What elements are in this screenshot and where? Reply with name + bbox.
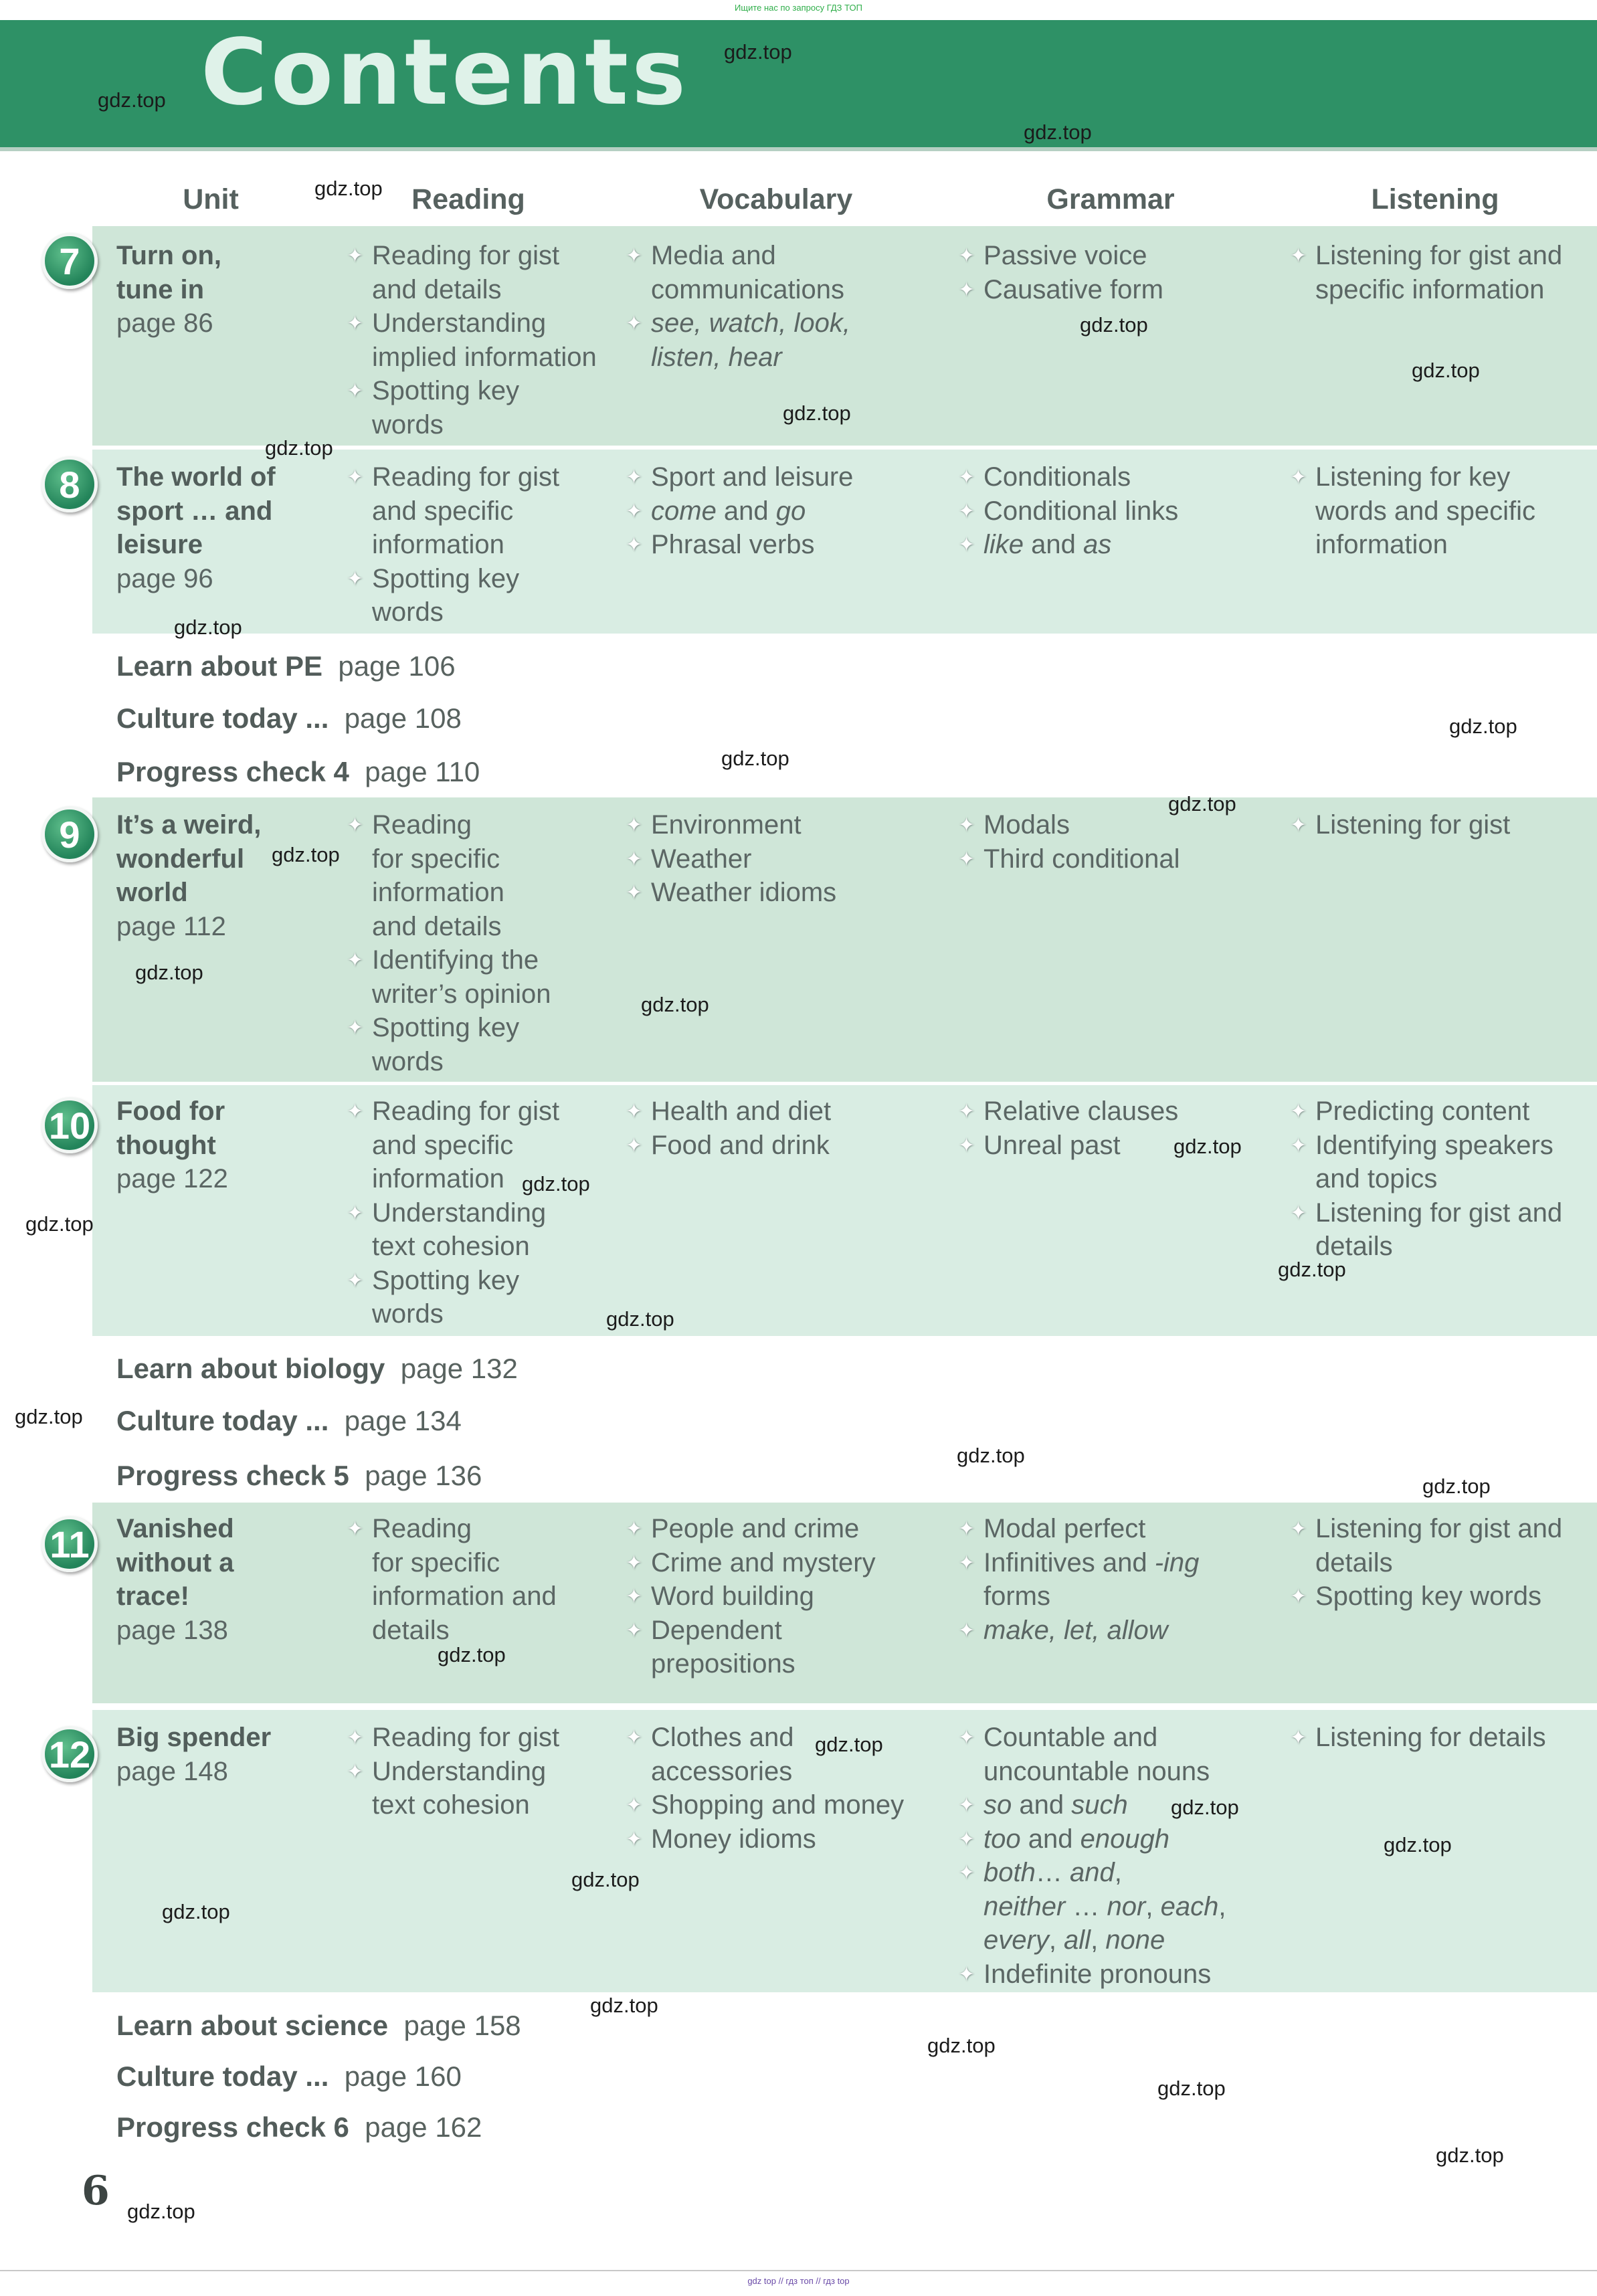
watermark: gdz.top: [15, 1405, 83, 1428]
list-item: [626, 842, 940, 876]
extra-row: [116, 702, 462, 735]
bullet-star-icon: ✦: [626, 1551, 643, 1574]
list-item-text: Listening for gist: [1315, 810, 1511, 840]
extra-row: [116, 756, 480, 788]
watermark: gdz.top: [272, 843, 340, 866]
unit-badge: 12: [41, 1726, 98, 1782]
bullet-star-icon: ✦: [626, 1828, 643, 1850]
watermark: gdz.top: [783, 401, 851, 425]
watermark: gdz.top: [1080, 313, 1148, 337]
list-item-text: Listening for gist and details: [1315, 1198, 1563, 1261]
unit-title: It’s a weird, wonderful world: [116, 810, 262, 907]
unit-badge: 8: [41, 456, 98, 512]
list-item: [958, 273, 1259, 307]
list-item-text: see, watch, look, listen, hear: [651, 308, 850, 372]
bullet-star-icon: ✦: [347, 1269, 364, 1292]
extra-label: Progress check 5: [116, 1460, 349, 1491]
unit-12-info: [116, 1721, 317, 1788]
watermark: gdz.top: [1168, 792, 1236, 816]
unit-page: page 148: [116, 1756, 228, 1786]
unit-11-vocabulary: [626, 1512, 940, 1681]
list-item: [626, 1788, 940, 1822]
watermark: gdz.top: [265, 436, 333, 460]
list-item: [347, 239, 614, 306]
unit-9-vocabulary: [626, 808, 940, 910]
list-item-text: Reading for specific information and details: [372, 810, 504, 941]
bullet-star-icon: ✦: [347, 949, 364, 971]
extra-label: Progress check 4: [116, 756, 349, 787]
bullet-star-icon: ✦: [626, 466, 643, 488]
unit-9-info: [116, 808, 317, 943]
list-item-text: Money idioms: [651, 1824, 816, 1854]
list-item-text: Weather: [651, 844, 752, 874]
watermark: gdz.top: [721, 747, 789, 770]
list-item: [958, 842, 1259, 876]
list-item-text: make, let, allow: [983, 1615, 1168, 1645]
list-item: [626, 1580, 940, 1614]
bullet-star-icon: ✦: [626, 245, 643, 267]
extra-label: Culture today ...: [116, 2061, 329, 2092]
bullet-star-icon: ✦: [347, 1017, 364, 1039]
unit-12-grammar: [958, 1721, 1259, 1991]
unit-page: page 138: [116, 1615, 228, 1645]
extra-page: page 162: [365, 2111, 482, 2143]
list-item: [958, 460, 1259, 494]
bullet-star-icon: ✦: [626, 1101, 643, 1123]
watermark: gdz.top: [314, 177, 383, 200]
column-header-grammar: Grammar: [1046, 183, 1175, 215]
extra-row: [116, 1405, 462, 1437]
bullet-star-icon: ✦: [626, 1619, 643, 1642]
watermark: gdz.top: [162, 1900, 230, 1923]
list-item-text: Word building: [651, 1582, 814, 1611]
column-header-unit: Unit: [183, 183, 239, 215]
list-item: [347, 562, 614, 630]
watermark: gdz.top: [438, 1643, 506, 1666]
extra-label: Learn about PE: [116, 650, 323, 682]
extra-label: Culture today ...: [116, 702, 329, 734]
extra-row: [116, 2061, 462, 2093]
list-item: [1290, 1094, 1591, 1129]
list-item: [626, 460, 940, 494]
list-item-text: Listening for gist and details: [1315, 1514, 1563, 1577]
list-item: [347, 374, 614, 442]
unit-8-listening: [1290, 460, 1591, 562]
unit-12-vocabulary: [626, 1721, 940, 1856]
extra-label: Learn about biology: [116, 1353, 385, 1384]
bullet-star-icon: ✦: [347, 1727, 364, 1749]
list-item-text: Environment: [651, 810, 802, 840]
column-header-listening: Listening: [1371, 183, 1499, 215]
list-item-text: Unreal past: [983, 1130, 1121, 1160]
list-item-text: Food and drink: [651, 1130, 830, 1160]
extra-label: Culture today ...: [116, 1405, 329, 1436]
list-item: [958, 1957, 1259, 1992]
bullet-star-icon: ✦: [1290, 1101, 1307, 1123]
unit-7-grammar: [958, 239, 1259, 306]
extra-page: page 158: [403, 2010, 521, 2041]
list-item-text: Reading for gist and details: [372, 241, 560, 304]
bullet-star-icon: ✦: [1290, 466, 1307, 488]
unit-11-reading: [347, 1512, 614, 1647]
list-item: [958, 1094, 1259, 1129]
list-item: [958, 1512, 1259, 1546]
list-item: [1290, 1512, 1591, 1580]
list-item-text: Conditionals: [983, 462, 1131, 492]
bullet-star-icon: ✦: [626, 1518, 643, 1540]
list-item: [626, 1546, 940, 1580]
list-item-text: Spotting key words: [372, 563, 520, 627]
bullet-star-icon: ✦: [958, 1134, 975, 1157]
list-item: [347, 1512, 614, 1647]
unit-page: page 112: [116, 911, 226, 941]
list-item-text: Media and communications: [651, 241, 845, 304]
unit-10-vocabulary: [626, 1094, 940, 1162]
unit-7-info: [116, 239, 317, 341]
list-item-text: too and enough: [983, 1824, 1170, 1854]
extra-label: Learn about science: [116, 2010, 389, 2041]
list-item: [626, 1512, 940, 1546]
list-item: [958, 494, 1259, 529]
list-item-text: Predicting content: [1315, 1096, 1530, 1126]
extra-page: page 160: [344, 2061, 462, 2092]
extra-label: Progress check 6: [116, 2111, 349, 2143]
list-item-text: so and such: [983, 1790, 1128, 1820]
list-item: [626, 1129, 940, 1163]
unit-badge: 7: [41, 233, 98, 289]
bullet-star-icon: ✦: [1290, 1202, 1307, 1224]
list-item: [958, 1546, 1259, 1614]
watermark: gdz.top: [957, 1444, 1025, 1467]
bottom-rule: [0, 2270, 1597, 2271]
list-item-text: like and as: [983, 530, 1112, 559]
bullet-star-icon: ✦: [1290, 245, 1307, 267]
bullet-star-icon: ✦: [626, 1586, 643, 1608]
list-item-text: Spotting key words: [372, 376, 520, 440]
bullet-star-icon: ✦: [347, 466, 364, 488]
watermark: gdz.top: [1449, 714, 1517, 738]
list-item: [347, 460, 614, 562]
list-item-text: Modal perfect: [983, 1514, 1146, 1543]
watermark: gdz.top: [1157, 2077, 1226, 2100]
list-item-text: Reading for specific information and details: [372, 1514, 557, 1645]
column-header-vocabulary: Vocabulary: [699, 183, 853, 215]
list-item-text: Relative clauses: [983, 1096, 1179, 1126]
bullet-star-icon: ✦: [626, 882, 643, 904]
unit-9-grammar: [958, 808, 1259, 876]
bullet-star-icon: ✦: [958, 814, 975, 836]
extra-page: page 110: [365, 756, 480, 787]
list-item-text: Phrasal verbs: [651, 530, 815, 559]
bullet-star-icon: ✦: [1290, 1586, 1307, 1608]
extra-row: [116, 1460, 482, 1492]
unit-badge: 11: [41, 1516, 98, 1572]
list-item-text: Countable and uncountable nouns: [983, 1723, 1210, 1786]
list-item: [347, 1264, 614, 1331]
bullet-star-icon: ✦: [626, 312, 643, 334]
bullet-star-icon: ✦: [1290, 1518, 1307, 1540]
list-item-text: Spotting key words: [1315, 1582, 1541, 1611]
unit-7-vocabulary: [626, 239, 940, 374]
list-item-text: Understanding implied information: [372, 308, 597, 372]
bullet-star-icon: ✦: [958, 1101, 975, 1123]
extra-page: page 132: [400, 1353, 518, 1384]
list-item-text: Causative form: [983, 274, 1163, 304]
watermark: gdz.top: [1173, 1135, 1242, 1158]
list-item-text: Shopping and money: [651, 1790, 905, 1820]
list-item: [958, 1822, 1259, 1856]
list-item-text: Infinitives and -ing forms: [983, 1547, 1200, 1611]
list-item-text: Dependent prepositions: [651, 1615, 795, 1679]
list-item: [626, 528, 940, 562]
bullet-star-icon: ✦: [958, 245, 975, 267]
bottom-note: gdz top // гдз топ // гдз top: [747, 2276, 850, 2286]
list-item-text: Spotting key words: [372, 1013, 520, 1076]
list-item: [958, 1856, 1259, 1957]
list-item: [958, 1721, 1259, 1788]
list-item: [1290, 1129, 1591, 1196]
unit-badge: 10: [41, 1097, 98, 1153]
watermark: gdz.top: [641, 993, 709, 1016]
list-item: [626, 1094, 940, 1129]
extra-row: [116, 1353, 518, 1385]
watermark: gdz.top: [1278, 1258, 1346, 1281]
bullet-star-icon: ✦: [626, 1727, 643, 1749]
bullet-star-icon: ✦: [1290, 1134, 1307, 1157]
list-item: [626, 494, 940, 529]
list-item: [626, 808, 940, 842]
watermark: gdz.top: [1412, 359, 1480, 382]
bullet-star-icon: ✦: [958, 534, 975, 556]
extra-page: page 136: [365, 1460, 482, 1491]
unit-7-reading: [347, 239, 614, 442]
bullet-star-icon: ✦: [958, 278, 975, 301]
list-item: [958, 528, 1259, 562]
list-item-text: Reading for gist and specific information: [372, 1096, 560, 1193]
list-item: [626, 306, 940, 374]
bullet-star-icon: ✦: [347, 380, 364, 402]
header-rule: [0, 147, 1597, 151]
list-item-text: Weather idioms: [651, 878, 837, 907]
watermark: gdz.top: [1024, 120, 1092, 144]
list-item-text: come and go: [651, 496, 806, 526]
list-item-text: Modals: [983, 810, 1070, 840]
list-item: [347, 306, 614, 374]
watermark: gdz.top: [927, 2034, 996, 2057]
list-item: [626, 1721, 940, 1788]
top-note: Ищите нас по запросу ГДЗ ТОП: [735, 3, 862, 13]
bullet-star-icon: ✦: [958, 1619, 975, 1642]
unit-11-listening: [1290, 1512, 1591, 1614]
bullet-star-icon: ✦: [347, 814, 364, 836]
bullet-star-icon: ✦: [347, 1202, 364, 1224]
bullet-star-icon: ✦: [958, 1963, 975, 1986]
list-item: [1290, 808, 1591, 842]
list-item: [347, 1011, 614, 1078]
watermark: gdz.top: [571, 1868, 640, 1891]
unit-title: Vanished without a trace!: [116, 1514, 234, 1611]
unit-11-grammar: [958, 1512, 1259, 1647]
list-item: [347, 808, 614, 943]
bullet-star-icon: ✦: [626, 534, 643, 556]
bullet-star-icon: ✦: [958, 848, 975, 870]
unit-8-vocabulary: [626, 460, 940, 562]
list-item-text: Reading for gist and specific information: [372, 462, 560, 559]
list-item: [1290, 239, 1591, 306]
list-item: [958, 1614, 1259, 1648]
list-item-text: both… and, neither … nor, each, every, all, none: [983, 1858, 1226, 1955]
list-item-text: Reading for gist: [372, 1723, 560, 1752]
unit-12-listening: [1290, 1721, 1591, 1755]
list-item: [347, 1721, 614, 1755]
unit-8-info: [116, 460, 317, 595]
unit-10-reading: [347, 1094, 614, 1331]
list-item: [626, 876, 940, 910]
bullet-star-icon: ✦: [958, 1518, 975, 1540]
list-item: [347, 1755, 614, 1822]
bullet-star-icon: ✦: [958, 1551, 975, 1574]
unit-page: page 122: [116, 1164, 228, 1193]
list-item-text: Listening for gist and specific information: [1315, 241, 1563, 304]
unit-7-listening: [1290, 239, 1591, 306]
watermark: gdz.top: [174, 615, 242, 639]
list-item-text: Health and diet: [651, 1096, 832, 1126]
watermark: gdz.top: [1436, 2143, 1504, 2167]
bullet-star-icon: ✦: [626, 1134, 643, 1157]
watermark: gdz.top: [1422, 1474, 1491, 1498]
bullet-star-icon: ✦: [626, 500, 643, 522]
bullet-star-icon: ✦: [626, 848, 643, 870]
list-item: [626, 239, 940, 306]
watermark: gdz.top: [25, 1212, 94, 1236]
unit-title: The world of sport … and leisure: [116, 462, 276, 559]
unit-page: page 96: [116, 563, 213, 593]
bullet-star-icon: ✦: [347, 1101, 364, 1123]
bullet-star-icon: ✦: [958, 1727, 975, 1749]
watermark: gdz.top: [1384, 1833, 1452, 1856]
list-item-text: Conditional links: [983, 496, 1179, 526]
bullet-star-icon: ✦: [958, 466, 975, 488]
extra-row: [116, 650, 456, 682]
bullet-star-icon: ✦: [347, 1760, 364, 1783]
unit-title: Food for thought: [116, 1096, 225, 1160]
list-item: [1290, 1196, 1591, 1264]
list-item-text: Spotting key words: [372, 1265, 520, 1329]
bullet-star-icon: ✦: [958, 1862, 975, 1884]
unit-badge: 9: [41, 806, 98, 862]
bullet-star-icon: ✦: [958, 500, 975, 522]
unit-title: Big spender: [116, 1723, 272, 1752]
bullet-star-icon: ✦: [1290, 1727, 1307, 1749]
list-item-text: Third conditional: [983, 844, 1180, 874]
bullet-star-icon: ✦: [347, 567, 364, 590]
page-title: Contents: [201, 20, 690, 126]
list-item-text: Identifying the writer’s opinion: [372, 945, 551, 1009]
list-item-text: Understanding text cohesion: [372, 1198, 547, 1261]
list-item: [1290, 1721, 1591, 1755]
unit-8-grammar: [958, 460, 1259, 562]
column-header-reading: Reading: [411, 183, 525, 215]
extra-page: page 108: [344, 702, 462, 734]
unit-8-reading: [347, 460, 614, 630]
list-item-text: Listening for details: [1315, 1723, 1546, 1752]
list-item-text: Understanding text cohesion: [372, 1756, 547, 1820]
list-item: [1290, 1580, 1591, 1614]
extra-row: [116, 2111, 482, 2143]
bullet-star-icon: ✦: [958, 1794, 975, 1816]
list-item-text: Passive voice: [983, 241, 1147, 270]
bullet-star-icon: ✦: [347, 245, 364, 267]
extra-row: [116, 2010, 521, 2042]
extra-page: page 106: [338, 650, 456, 682]
list-item: [347, 1196, 614, 1264]
list-item-text: Indefinite pronouns: [983, 1959, 1212, 1989]
list-item: [1290, 460, 1591, 562]
list-item-text: Sport and leisure: [651, 462, 854, 492]
list-item-text: Clothes and accessories: [651, 1723, 794, 1786]
list-item-text: People and crime: [651, 1514, 860, 1543]
unit-10-listening: [1290, 1094, 1591, 1264]
list-item-text: Crime and mystery: [651, 1547, 876, 1577]
watermark: gdz.top: [1171, 1796, 1239, 1819]
extra-page: page 134: [344, 1405, 462, 1436]
watermark: gdz.top: [127, 2200, 195, 2223]
watermark: gdz.top: [135, 961, 203, 984]
unit-10-info: [116, 1094, 317, 1196]
unit-11-info: [116, 1512, 317, 1647]
list-item: [958, 239, 1259, 273]
unit-title: Turn on, tune in: [116, 241, 221, 304]
watermark: gdz.top: [98, 88, 166, 112]
watermark: gdz.top: [815, 1733, 883, 1756]
unit-9-reading: [347, 808, 614, 1078]
bullet-star-icon: ✦: [347, 312, 364, 334]
watermark: gdz.top: [724, 40, 792, 64]
list-item: [347, 943, 614, 1011]
watermark: gdz.top: [606, 1307, 674, 1331]
list-item-text: Identifying speakers and topics: [1315, 1130, 1554, 1193]
watermark: gdz.top: [522, 1172, 590, 1195]
list-item: [626, 1614, 940, 1681]
bullet-star-icon: ✦: [958, 1828, 975, 1850]
unit-9-listening: [1290, 808, 1591, 842]
bullet-star-icon: ✦: [347, 1518, 364, 1540]
list-item: [626, 1822, 940, 1856]
bullet-star-icon: ✦: [1290, 814, 1307, 836]
bullet-star-icon: ✦: [626, 814, 643, 836]
unit-page: page 86: [116, 308, 213, 338]
unit-12-reading: [347, 1721, 614, 1822]
page-number: 6: [82, 2168, 110, 2214]
watermark: gdz.top: [590, 1994, 658, 2017]
bullet-star-icon: ✦: [626, 1794, 643, 1816]
list-item-text: Listening for key words and specific information: [1315, 462, 1536, 559]
